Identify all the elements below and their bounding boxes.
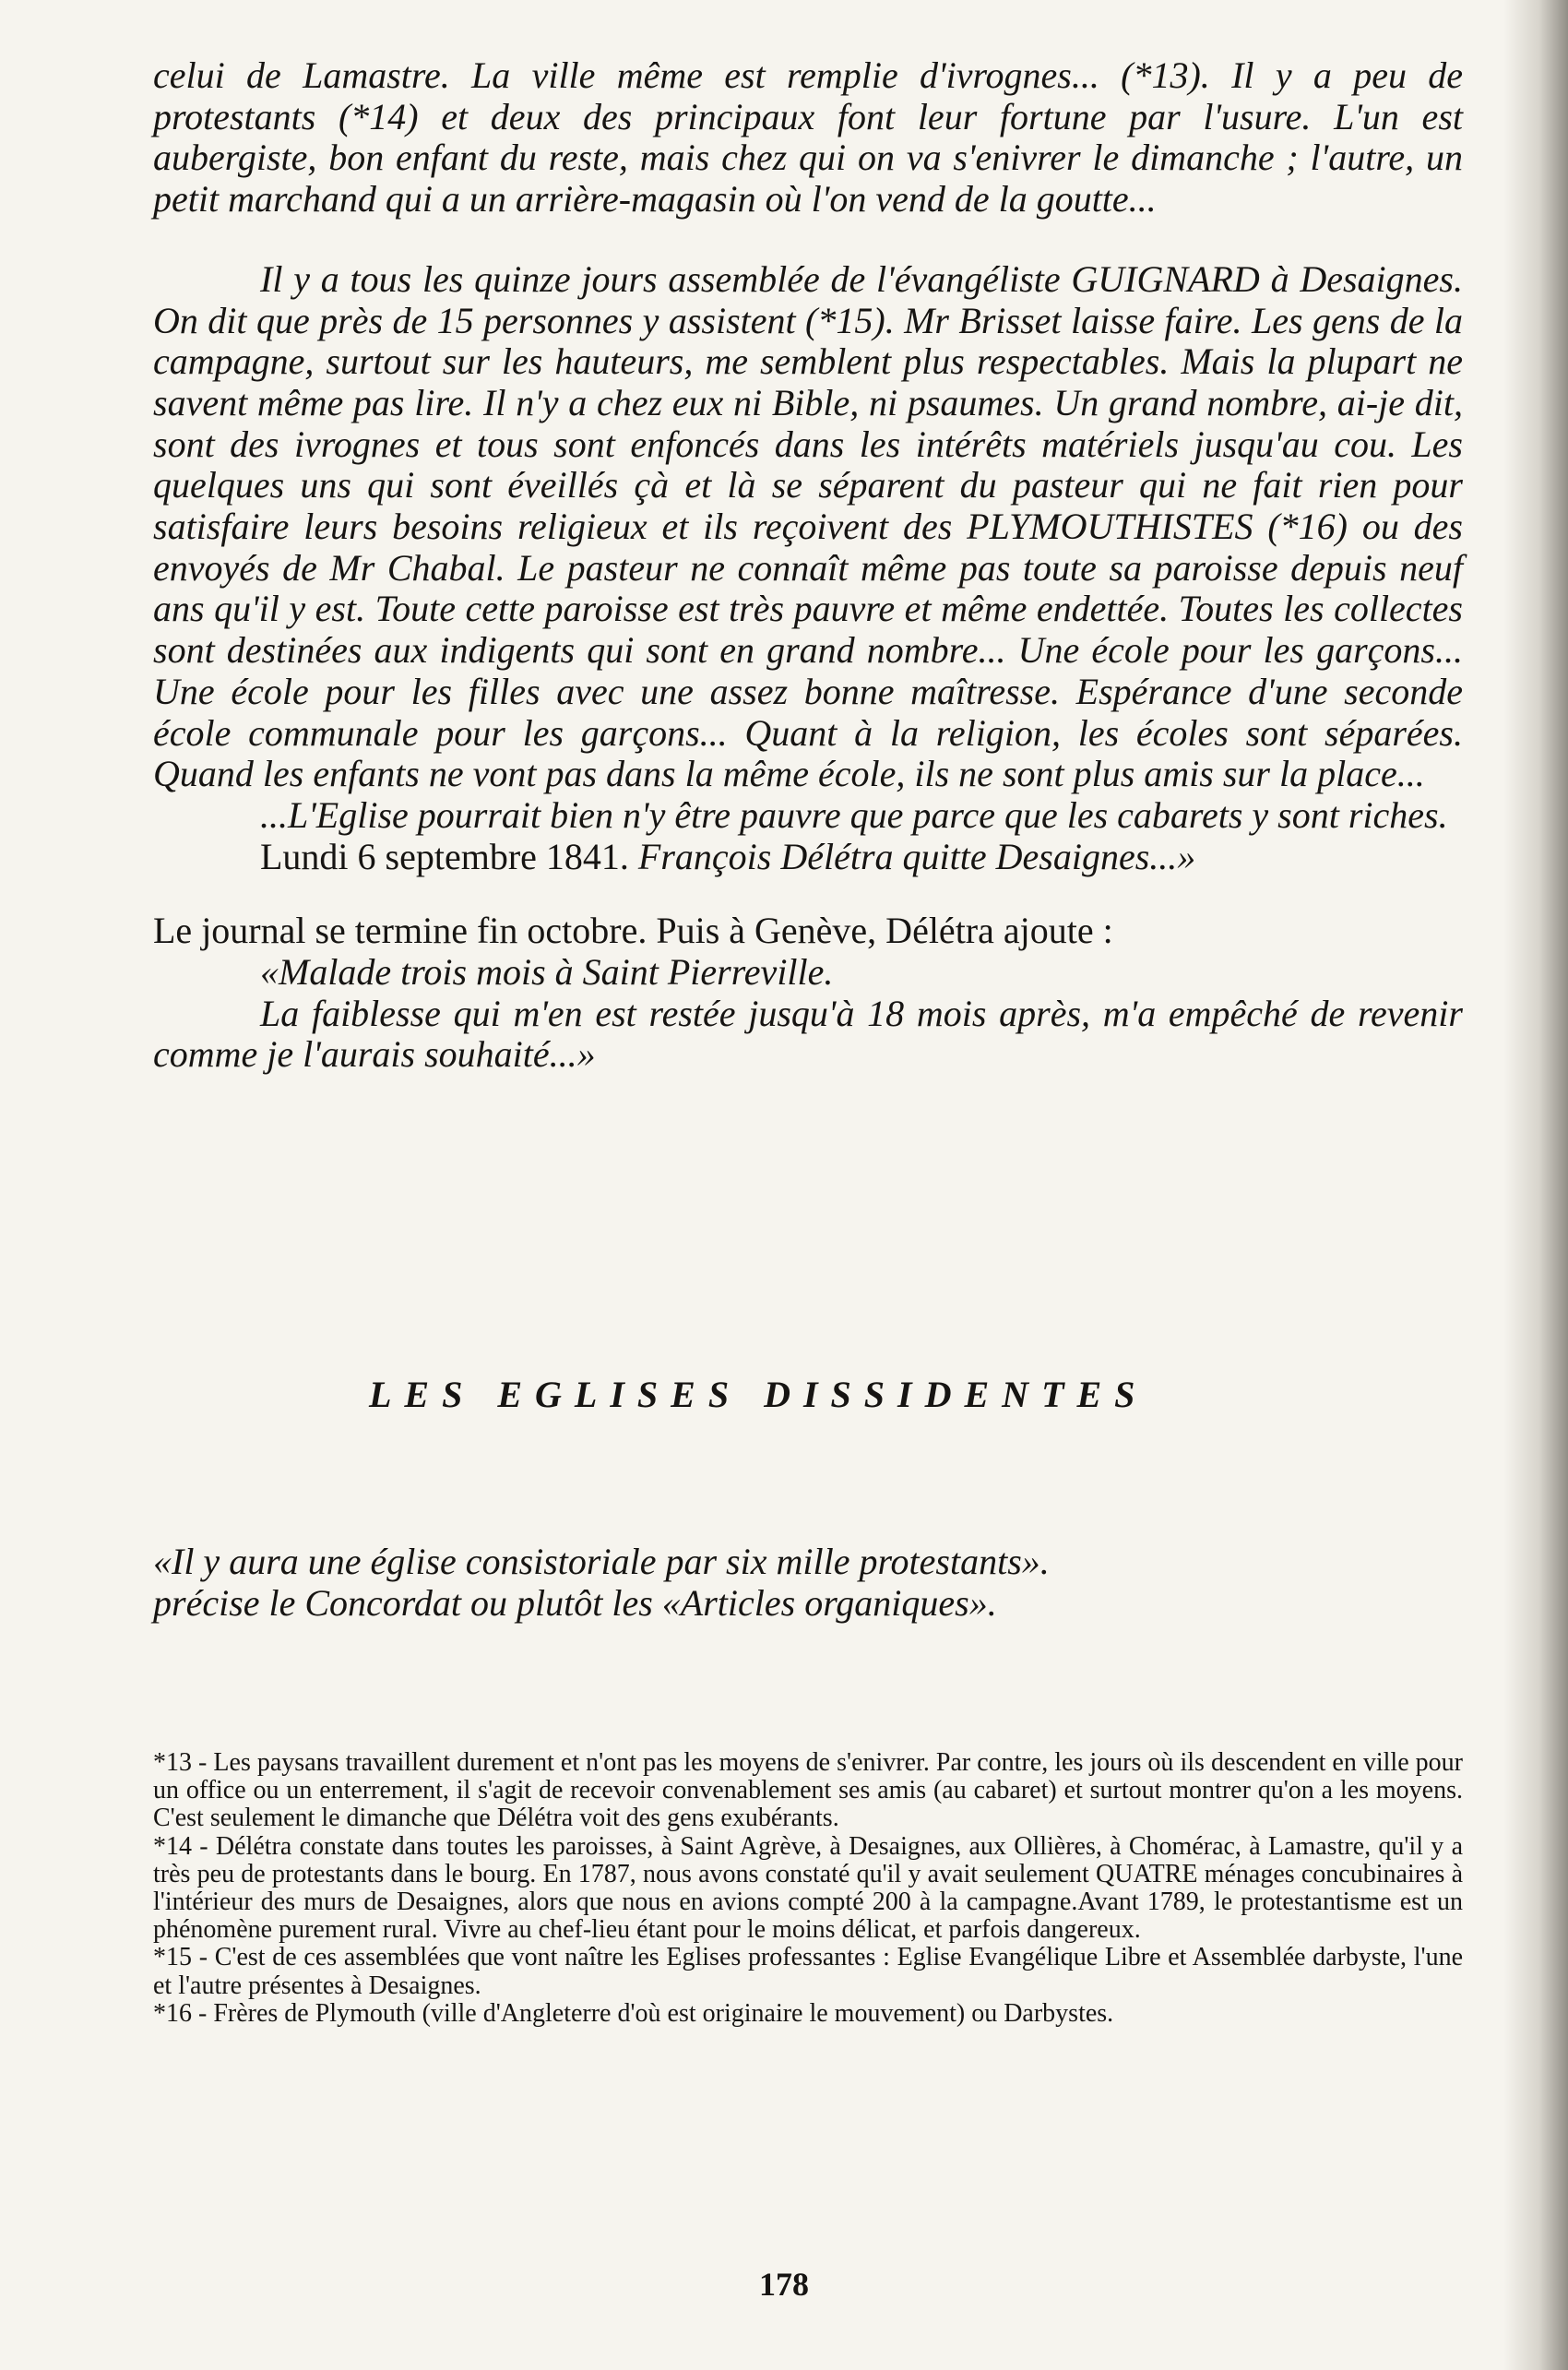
paragraph-3: ...L'Eglise pourrait bien n'y être pauvre que parce que les cabarets y sont riches. xyxy=(260,793,1448,836)
footnote-16: *16 - Frères de Plymouth (ville d'Angleterre d'où est originaire le mouvement) ou Darbystes. xyxy=(153,1998,1114,2028)
page-number: 178 xyxy=(759,2266,809,2303)
journal-date: Lundi 6 septembre 1841. xyxy=(260,835,629,877)
footnote-13: *13 - Les paysans travaillent durement et n'ont pas les moyens de s'enivrer. Par contre, les jours où ils descendent en ville pour un office ou un enterrement, il s'agit de recevoir convenablement ses amis (au cabaret) et surtout montrer qu'on a les moyens. C'est seulement le dimanche que Délétra voit des gens exubérants. xyxy=(153,1748,1463,1833)
footnote-15: *15 - C'est de ces assemblées que vont naître les Eglises professantes : Eglise Evangélique Libre et Assemblée darbyste, l'une et l'autre présentes à Desaignes. xyxy=(153,1943,1463,2000)
paragraph-quote-end: La faiblesse qui m'en est restée jusqu'à 18 mois après, m'a empêché de revenir comme je l'aurais souhaité...» xyxy=(153,992,1463,1076)
section-title: LES EGLISES DISSIDENTES xyxy=(369,1374,1148,1415)
paragraph-gap xyxy=(153,220,1463,259)
page-edge-shadow xyxy=(1503,0,1568,2370)
paragraph-gap xyxy=(153,877,1463,911)
concordat-quote xyxy=(153,1542,1463,1624)
paragraph-2: Il y a tous les quinze jours assemblée de l'évangéliste GUIGNARD à Desaignes. On dit que près de 15 personnes y assistent (*15). Mr Brisset laisse faire. Les gens de la campagne, surtout sur les hauteurs, me semblent plus respectables. Mais la plupart ne savent même pas lire. Il n'y a chez eux ni Bible, ni psaumes. Un grand nombre, ai-je dit, sont des ivrognes et tous sont enfoncés dans les intérêts matériels jusqu'au cou. Les quelques uns qui sont éveillés çà et là se séparent du pasteur qui ne fait rien pour satisfaire leurs besoins religieux et ils reçoivent des PLYMOUTHISTES (*16) ou des envoyés de Mr Chabal. Le pasteur ne connaît même pas toute sa paroisse depuis neuf ans qu'il y est. Toute cette paroisse est très pauvre et même endettée. Toutes les collectes sont destinées aux indigents qui sont en grand nombre... Une école pour les garçons... Une école pour les filles avec une assez bonne maîtresse. Espérance d'une seconde école communale pour les garçons... Quant à la religion, les écoles sont séparées. Quand les enfants ne vont pas dans la même école, ils ne sont plus amis sur la place... xyxy=(153,257,1463,795)
quote-line-2: précise le Concordat ou plutôt les «Articles organiques». xyxy=(153,1581,997,1624)
paragraph-1: celui de Lamastre. La ville même est remplie d'ivrognes... (*13). Il y a peu de protestants (*14) et deux des principaux font leur fortune par l'usure. L'un est aubergiste, bon enfant du reste, mais chez qui on va s'enivrer le dimanche ; l'autre, un petit marchand qui a un arrière-magasin où l'on vend de la goutte... xyxy=(153,54,1463,220)
main-text-column xyxy=(153,55,1463,1076)
footnotes xyxy=(153,1749,1463,2028)
paragraph-journal-end: Le journal se termine fin octobre. Puis à Genève, Délétra ajoute : xyxy=(153,910,1113,952)
paragraph-quote-start: «Malade trois mois à Saint Pierreville. xyxy=(260,951,834,994)
footnote-14: *14 - Délétra constate dans toutes les paroisses, à Saint Agrève, à Desaignes, aux Ollières, à Chomérac, à Lamastre, qu'il y a très peu de protestants dans le bourg. En 1787, nous avons constaté qu'il y avait seulement QUATRE ménages concubinaires à l'intérieur des murs de Desaignes, alors que nous en avions compté 200 à la campagne.Avant 1789, le protestantisme est un phénomène purement rural. Vivre au chef-lieu étant pour le moins délicat, et parfois dangereux. xyxy=(153,1831,1463,1945)
departure-note: François Délétra quitte Desaignes...» xyxy=(637,835,1196,877)
paragraph-date-line xyxy=(153,837,1463,878)
quote-line-1: «Il y aura une église consistoriale par six mille protestants». xyxy=(153,1541,1050,1582)
